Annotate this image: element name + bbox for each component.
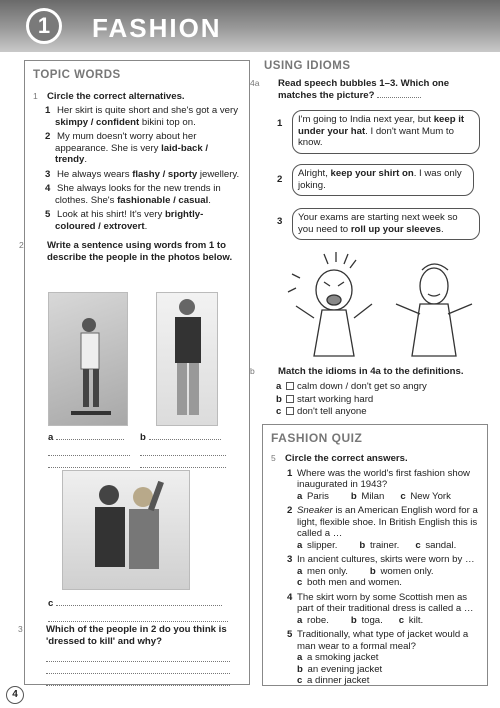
- quiz-option-c[interactable]: c a dinner jacket: [297, 675, 370, 687]
- quiz-option-a[interactable]: a slipper.: [297, 539, 338, 551]
- alternatives-choice[interactable]: flashy / sporty: [132, 168, 198, 180]
- bubble-1-number: 1: [277, 118, 283, 129]
- quiz-option-b[interactable]: b toga.: [350, 614, 383, 626]
- quiz-option-a[interactable]: a robe.: [297, 614, 329, 626]
- quiz-option-b[interactable]: b Milan: [350, 490, 385, 502]
- photo-c-couple: [62, 470, 190, 590]
- quiz-option-b[interactable]: b trainer.: [359, 539, 400, 551]
- quiz-question-2: 2 Sneaker is an American English word for a light, flexible shoe. In British English this is called a … a slipper. b trainer. c sandal.: [287, 505, 478, 551]
- quiz-question-3: 3 In ancient cultures, skirts were worn by … a men only. b women only. c both men and women.: [271, 554, 479, 589]
- quiz-option-a[interactable]: a Paris: [297, 490, 329, 502]
- bubble-2-number: 2: [277, 174, 283, 185]
- topic-words-title: TOPIC WORDS: [33, 69, 121, 81]
- topic-item-2: 2 My mum doesn't worry about her appearance. She is very laid-back / trendy.: [45, 131, 209, 166]
- question-3: 3 Which of the people in 2 do you think is 'dressed to kill' and why?: [18, 624, 227, 647]
- cartoon-angry-and-calm-man: [284, 248, 480, 360]
- answer-checkbox[interactable]: [286, 407, 294, 415]
- speech-bubble-2: Alright, keep your shirt on. I was only joking.: [292, 164, 474, 196]
- question-1: 1 Circle the correct alternatives.: [33, 90, 185, 102]
- fashion-quiz-panel: [262, 424, 488, 686]
- speech-bubble-1: I'm going to India next year, but keep it under your hat. I don't want Mum to know.: [292, 110, 480, 154]
- quiz-option-b[interactable]: b an evening jacket: [297, 663, 383, 675]
- quiz-option-c[interactable]: c kilt.: [398, 614, 424, 626]
- unit-number-badge: 1: [26, 8, 62, 44]
- definition-a: a calm down / don't get so angry: [276, 381, 427, 392]
- question-5: 5 Circle the correct answers.: [271, 453, 408, 465]
- alternatives-choice[interactable]: fashionable / casual: [117, 194, 209, 206]
- quiz-option-c[interactable]: c both men and women.: [297, 577, 402, 589]
- quiz-option-c[interactable]: c sandal.: [415, 539, 457, 551]
- answer-line-b: b: [140, 432, 226, 468]
- question-4a: 4a Read speech bubbles 1–3. Which one matches the picture?: [250, 78, 450, 101]
- answer-line-a: a: [48, 432, 130, 468]
- question-1-items: [33, 105, 241, 232]
- topic-item-1: 1 Her skirt is quite short and she's got a very skimpy / confident bikini top on.: [45, 105, 238, 128]
- photo-a-skateboarder: [48, 292, 128, 426]
- using-idioms-title: USING IDIOMS: [264, 60, 351, 72]
- speech-bubble-3: Your exams are starting next week so you need to roll up your sleeves.: [292, 208, 480, 240]
- quiz-option-a[interactable]: a men only.: [297, 565, 348, 577]
- answer-checkbox[interactable]: [286, 395, 294, 403]
- topic-item-3: 3 He always wears flashy / sporty jewellery.: [45, 168, 240, 180]
- answer-line-c: c: [48, 598, 228, 622]
- quiz-option-c[interactable]: c New York: [400, 490, 451, 502]
- definition-c: c don't tell anyone: [276, 406, 367, 417]
- definition-b: b start working hard: [276, 393, 374, 405]
- alternatives-choice[interactable]: brightly-coloured / extrovert: [55, 209, 204, 232]
- fashion-quiz-title: FASHION QUIZ: [271, 431, 363, 445]
- idiom-definitions: [276, 380, 486, 418]
- page-number: 4: [6, 686, 24, 704]
- topic-item-4: 4 She always looks for the new trends in clothes. She's fashionable / casual.: [45, 183, 221, 206]
- alternatives-choice[interactable]: laid-back / trendy: [55, 142, 209, 166]
- unit-header: [0, 0, 500, 52]
- quiz-option-a[interactable]: a a smoking jacket: [297, 652, 379, 664]
- bubble-3-number: 3: [277, 216, 283, 227]
- topic-item-5: 5 Look at his shirt! It's very brightly-coloured / extrovert.: [45, 209, 204, 232]
- unit-title: FASHION: [92, 13, 222, 43]
- quiz-question-4: 4 The skirt worn by some Scottish men as part of their traditional dress is called a … a robe. b toga. c kilt.: [287, 591, 474, 626]
- question-3-lines: [46, 650, 230, 686]
- answer-checkbox[interactable]: [286, 382, 294, 390]
- quiz-option-b[interactable]: b women only.: [369, 565, 434, 577]
- question-2: 2 Write a sentence using words from 1 to describe the people in the photos below.: [19, 240, 233, 263]
- alternatives-choice[interactable]: skimpy / confident: [55, 116, 140, 128]
- quiz-question-5: 5 Traditionally, what type of jacket would a man wear to a formal meal? a a smoking jacket b an evening jacket c a dinner jacket: [271, 629, 479, 687]
- question-4b: b Match the idioms in 4a to the definitions.: [250, 366, 464, 377]
- photo-b-teen: [156, 292, 218, 426]
- quiz-questions: [271, 468, 479, 687]
- quiz-question-1: 1 Where was the world's first fashion show inaugurated in 1943? a Paris b Milan c New York: [287, 467, 470, 502]
